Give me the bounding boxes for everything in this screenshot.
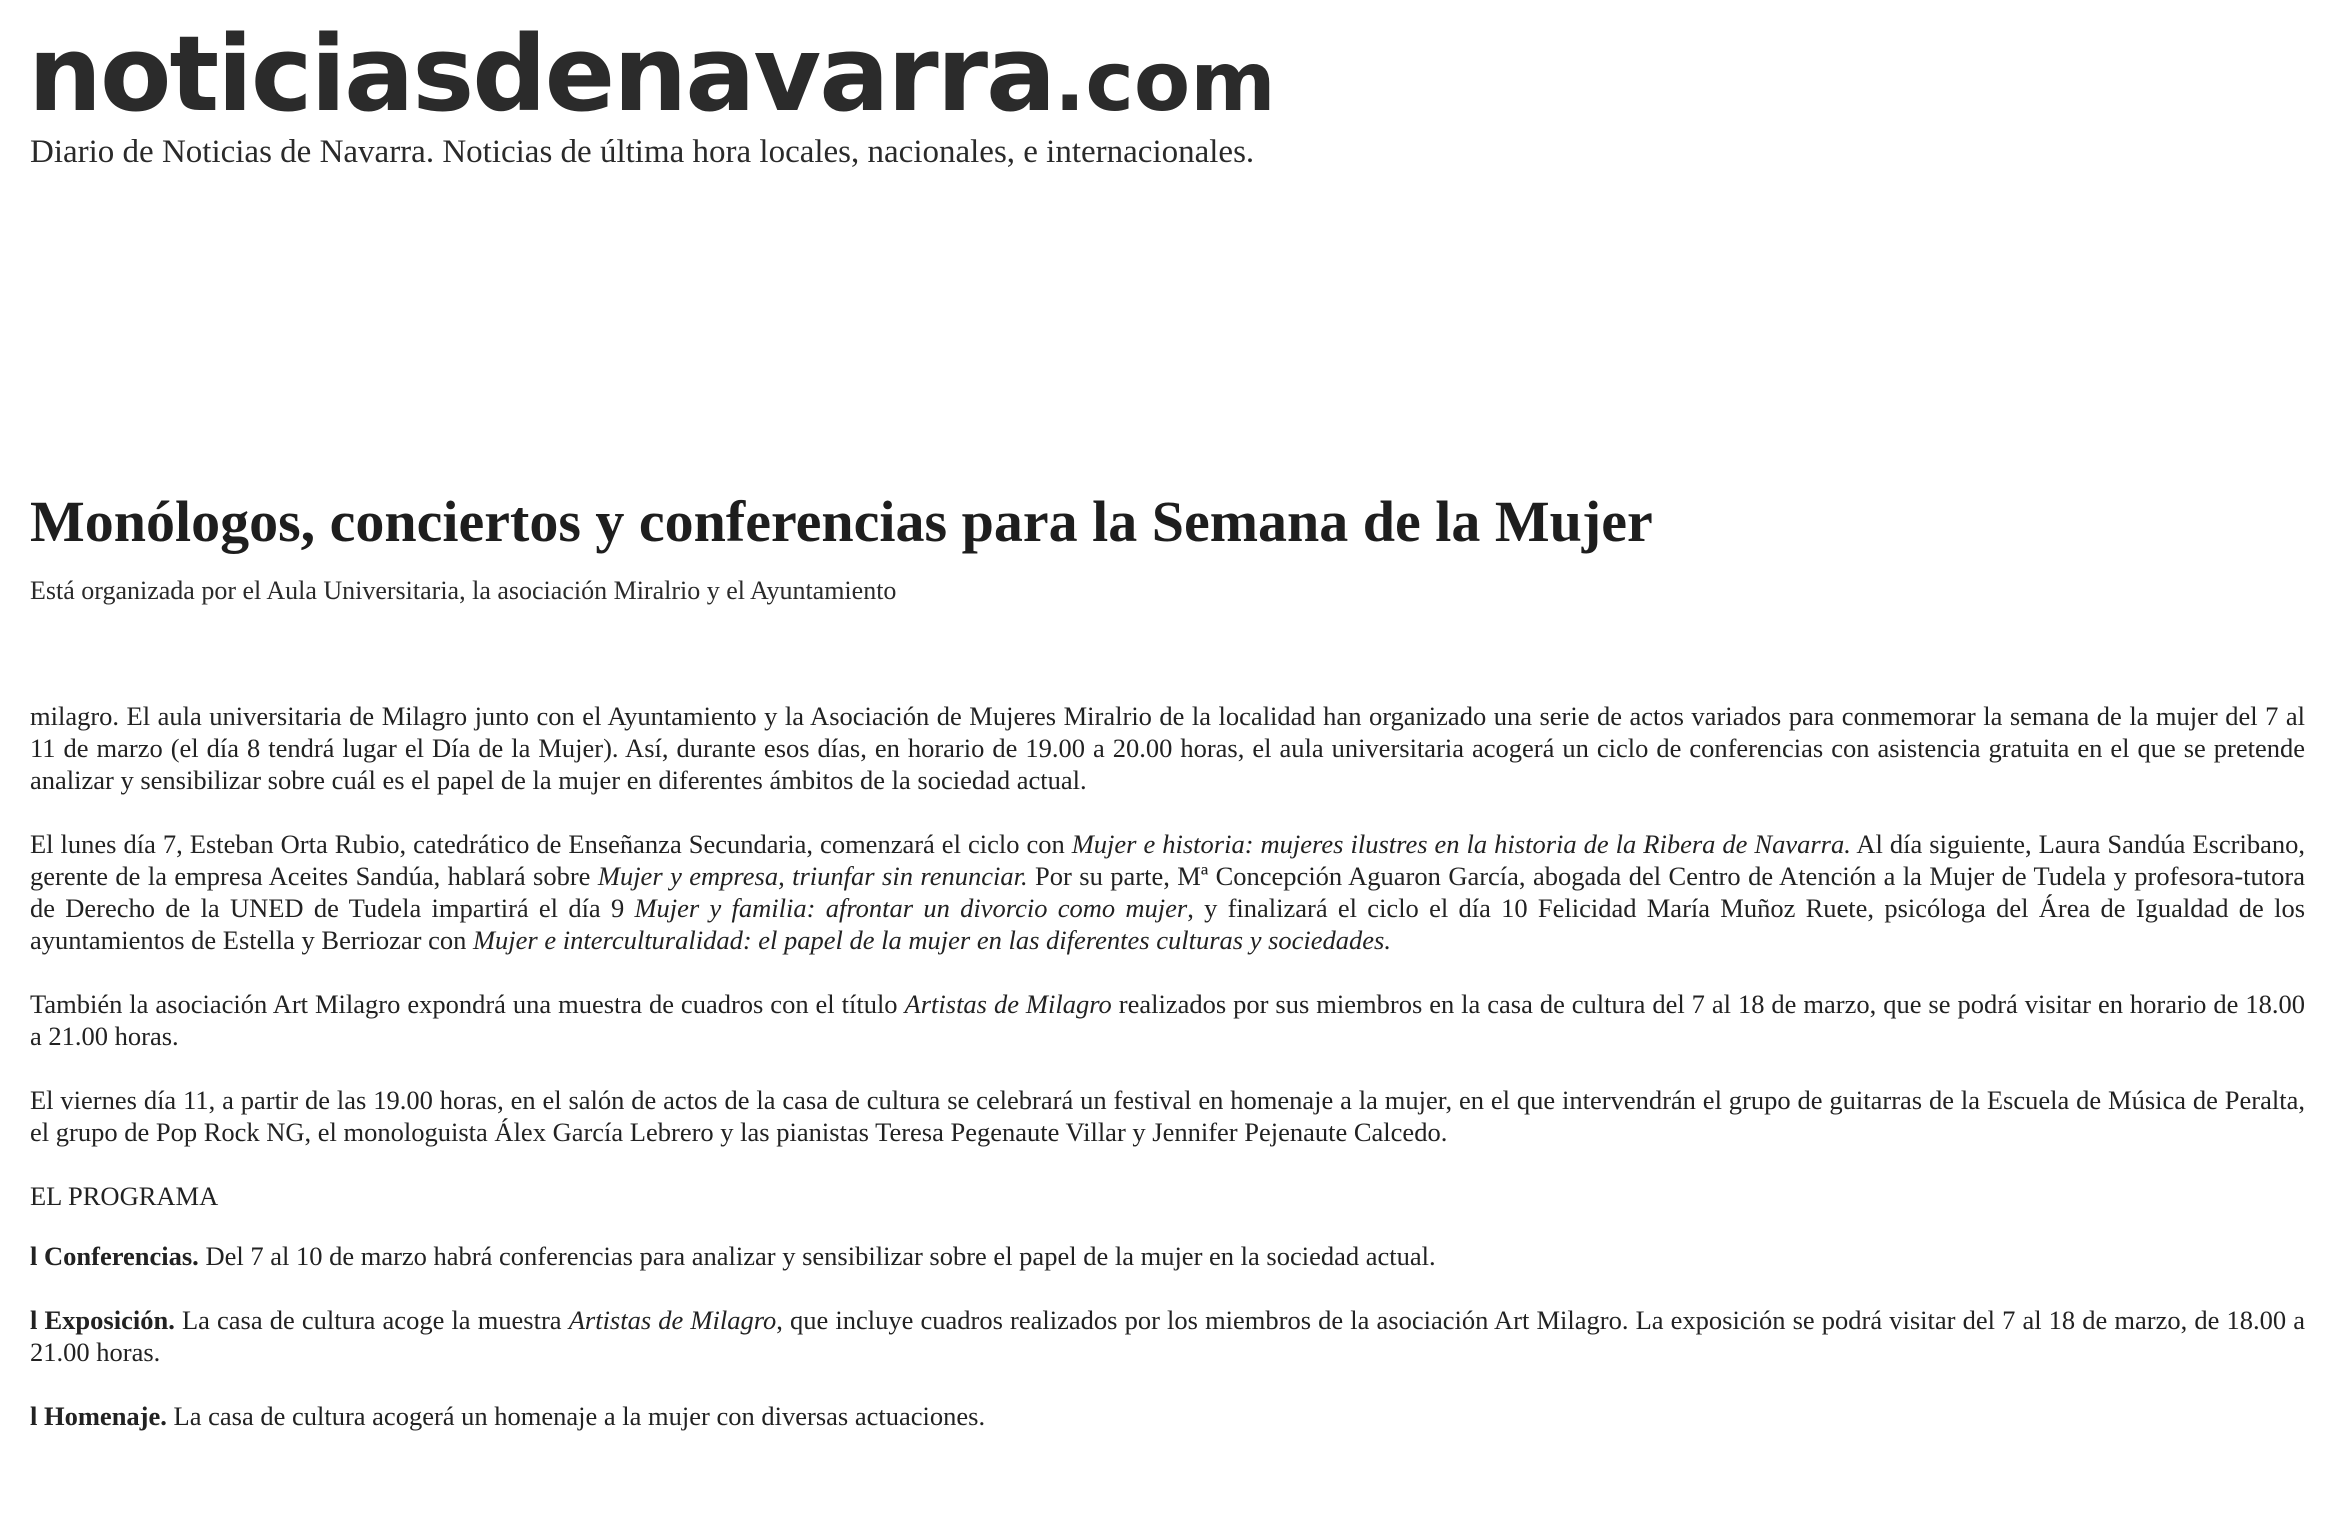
program-item-homenaje	[30, 1400, 2305, 1432]
talk-title-2: Mujer y empresa, triunfar sin renunciar.	[597, 861, 1028, 891]
article-paragraph-3	[30, 988, 2305, 1052]
site-logo[interactable]	[28, 13, 1276, 139]
program-item-label: Homenaje.	[44, 1401, 167, 1431]
article-paragraph-1: milagro. El aula universitaria de Milagro junto con el Ayuntamiento y la Asociación de Mujeres Miralrio de la localidad han organizado una serie de actos variados para conmemorar la semana de la mujer del 7 al 11 de marzo (el día 8 tendrá lugar el Día de la Mujer). Así, durante esos días, en horario de 19.00 a 20.00 horas, el aula universitaria acogerá un ciclo de conferencias con asistencia gratuita en el que se pretende analizar y sensibilizar sobre cuál es el papel de la mujer en diferentes ámbitos de la sociedad actual.	[30, 701, 2305, 795]
program-item-text: La casa de cultura acogerá un homenaje a la mujer con diversas actuaciones.	[166, 1401, 986, 1431]
talk-title-4: Mujer e interculturalidad: el papel de la mujer en las diferentes culturas y sociedades.	[472, 925, 1391, 955]
bullet-marker: l	[30, 1401, 38, 1431]
paragraph-3-text-b: realizados por sus miembros en la casa de cultura del 7 al 18 de marzo, que se podrá visitar en horario de 18.00 a 21.00 horas.	[30, 989, 2305, 1051]
logo-tld-text: .com	[1054, 35, 1276, 130]
program-item-label: Conferencias.	[44, 1241, 199, 1271]
article-paragraph-2	[30, 828, 2305, 956]
logo-main-text: noticiasdenavarra	[28, 13, 1055, 135]
program-item-exposicion	[30, 1304, 2305, 1368]
exhibition-title: Artistas de Milagro	[568, 1305, 777, 1335]
article-headline: Monólogos, conciertos y conferencias para la Semana de la Mujer	[30, 489, 1653, 554]
paragraph-3-text-a: También la asociación Art Milagro expondrá una muestra de cuadros con el título	[30, 989, 905, 1019]
bullet-marker: l	[30, 1241, 38, 1271]
program-item-conferencias	[30, 1240, 2305, 1272]
paragraph-2-text-d: , y finalizará el ciclo el día 10 Felicidad María Muñoz Ruete, psicóloga del Área de Igualdad de los ayuntamientos de Estella y Berriozar con	[30, 893, 2306, 955]
paragraph-2-text-a: El lunes día 7, Esteban Orta Rubio, catedrático de Enseñanza Secundaria, comenzará el ciclo con	[30, 829, 1072, 859]
program-item-text: Del 7 al 10 de marzo habrá conferencias para analizar y sensibilizar sobre el papel de la mujer en la sociedad actual.	[198, 1241, 1436, 1271]
paragraph-2-text-b: Al día siguiente, Laura Sandúa Escribano, gerente de la empresa Aceites Sandúa, hablará sobre	[30, 829, 2305, 891]
site-tagline: Diario de Noticias de Navarra. Noticias de última hora locales, nacionales, e internacionales.	[30, 134, 1255, 170]
program-item-label: Exposición.	[44, 1305, 175, 1335]
talk-title-1: Mujer e historia: mujeres ilustres en la historia de la Ribera de Navarra.	[1071, 829, 1851, 859]
article-paragraph-4: El viernes día 11, a partir de las 19.00 horas, en el salón de actos de la casa de cultura se celebrará un festival en homenaje a la mujer, en el que intervendrán el grupo de guitarras de la Escuela de Música de Peralta, el grupo de Pop Rock NG, el monologuista Álex García Lebrero y las pianistas Teresa Pegenaute Villar y Jennifer Pejenaute Calcedo.	[30, 1085, 2305, 1147]
talk-title-3: Mujer y familia: afrontar un divorcio como mujer	[634, 893, 1188, 923]
program-item-text: La casa de cultura acoge la muestra	[174, 1305, 569, 1335]
article-subheadline: Está organizada por el Aula Universitaria, la asociación Miralrio y el Ayuntamiento	[30, 576, 897, 605]
program-heading: EL PROGRAMA	[30, 1181, 219, 1211]
exhibition-title: Artistas de Milagro	[904, 989, 1112, 1019]
program-item-text: , que incluye cuadros realizados por los miembros de la asociación Art Milagro. La exposición se podrá visitar del 7 al 18 de marzo, de 18.00 a 21.00 horas.	[30, 1305, 2306, 1367]
paragraph-2-text-c: Por su parte, Mª Concepción Aguaron García, abogada del Centro de Atención a la Mujer de Tudela y profesora-tutora de Derecho de la UNED de Tudela impartirá el día 9	[30, 861, 2305, 923]
bullet-marker: l	[30, 1305, 38, 1335]
article-body	[30, 700, 2305, 1464]
